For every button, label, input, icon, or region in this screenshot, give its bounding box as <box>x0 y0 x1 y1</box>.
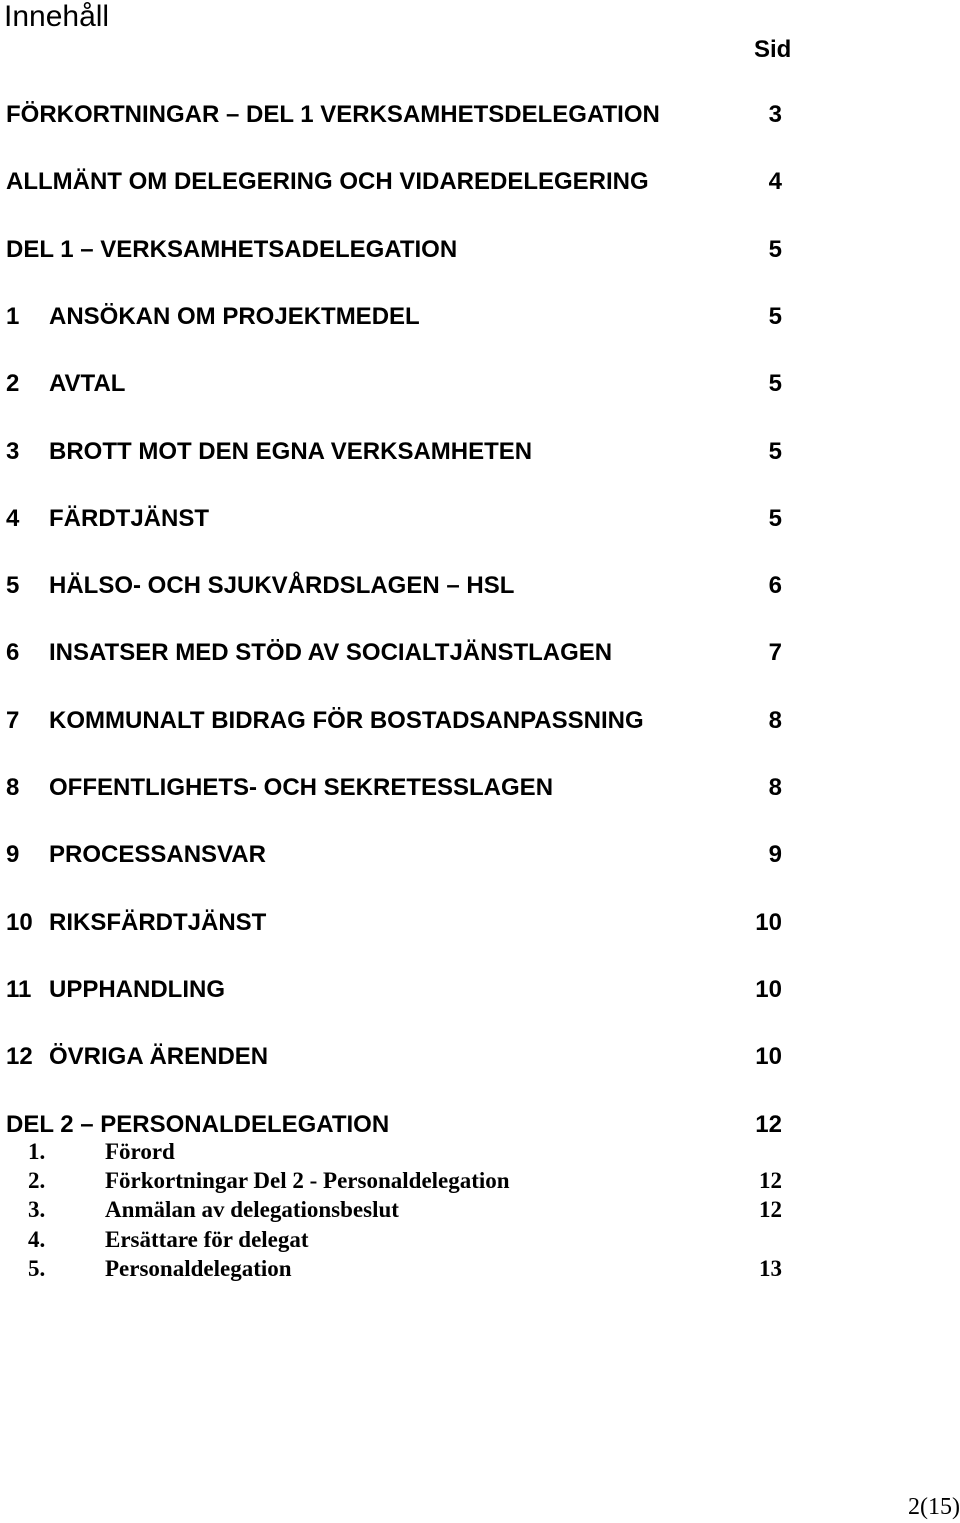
toc-entry-number: 5 <box>6 572 20 600</box>
toc-subentry[interactable] <box>0 1139 960 1167</box>
toc-entry-number: 9 <box>6 841 20 869</box>
toc-entry[interactable] <box>0 707 960 737</box>
toc-entry-label: PROCESSANSVAR <box>49 841 266 869</box>
toc-entry-page: 4 <box>768 168 782 196</box>
page-title: Innehåll <box>4 0 110 33</box>
toc-entry-page: 6 <box>768 572 782 600</box>
toc-entry-page: 12 <box>755 1110 782 1138</box>
toc-entry-label: KOMMUNALT BIDRAG FÖR BOSTADSANPASSNING <box>49 706 644 734</box>
toc-entry-label: ÖVRIGA ÄRENDEN <box>49 1043 269 1071</box>
toc-entry[interactable] <box>0 438 960 468</box>
toc-entry-label: UPPHANDLING <box>49 975 226 1003</box>
toc-subentry-page: 12 <box>759 1197 782 1223</box>
toc-subentry[interactable] <box>0 1197 960 1225</box>
toc-entry[interactable] <box>0 976 960 1006</box>
toc-entry-label: INSATSER MED STÖD AV SOCIALTJÄNSTLAGEN <box>49 639 613 667</box>
toc-entry-page: 5 <box>768 370 782 398</box>
toc-entry-page: 5 <box>768 504 782 532</box>
toc-entry-number: 11 <box>6 975 32 1003</box>
page-number-footer: 2(15) <box>908 1494 960 1520</box>
toc-entry-page: 10 <box>755 908 782 936</box>
toc-entry-label: ANSÖKAN OM PROJEKTMEDEL <box>49 302 420 330</box>
toc-subentry-label: Förord <box>105 1139 175 1164</box>
toc-entry[interactable] <box>0 841 960 871</box>
toc-entry-label: HÄLSO- OCH SJUKVÅRDSLAGEN – HSL <box>49 572 515 600</box>
toc-entry-label: OFFENTLIGHETS- OCH SEKRETESSLAGEN <box>49 774 554 801</box>
toc-entry-label: FÖRKORTNINGAR – DEL 1 VERKSAMHETSDELEGATION <box>6 101 660 128</box>
toc-entry-page: 5 <box>768 235 782 263</box>
toc-entry-number: 3 <box>6 437 20 465</box>
toc-subentry-label: Anmälan av delegationsbeslut <box>105 1197 399 1223</box>
toc-entry-page: 8 <box>768 706 782 734</box>
toc-entry-page: 10 <box>755 1043 782 1071</box>
toc-entry-number: 1 <box>6 302 20 330</box>
toc-entry-number: 2 <box>6 370 20 398</box>
toc-entry-number: 12 <box>6 1043 33 1071</box>
toc-entry-number: 8 <box>6 774 20 801</box>
toc-entry-label: ALLMÄNT OM DELEGERING OCH VIDAREDELEGERING <box>6 168 649 196</box>
page-column-label: Sid <box>754 36 792 63</box>
toc-entry-number: 7 <box>6 706 20 734</box>
toc-subentry-page: 12 <box>759 1168 782 1194</box>
toc-entry[interactable] <box>0 639 960 669</box>
toc-entry[interactable] <box>0 1043 960 1073</box>
toc-entry-label: RIKSFÄRDTJÄNST <box>49 908 267 936</box>
toc-entry-page: 9 <box>768 841 782 869</box>
toc-entry-label: BROTT MOT DEN EGNA VERKSAMHETEN <box>49 437 533 465</box>
toc-subentry[interactable] <box>0 1168 960 1196</box>
toc-entry-label: DEL 1 – VERKSAMHETSADELEGATION <box>6 235 458 263</box>
toc-entry-number: 4 <box>6 504 20 532</box>
toc-subentry-label: Ersättare för delegat <box>105 1226 309 1252</box>
toc-entry-number: 10 <box>6 908 33 936</box>
toc-subentry-label: Förkortningar Del 2 - Personaldelegation <box>105 1168 510 1194</box>
toc-subentry-number: 3. <box>28 1197 46 1223</box>
toc-entry[interactable] <box>0 303 960 333</box>
toc-entry-page: 5 <box>768 437 782 465</box>
toc-entry[interactable] <box>0 774 960 804</box>
toc-entry-page: 7 <box>768 639 782 667</box>
toc-entry[interactable] <box>0 101 960 131</box>
toc-subentry[interactable] <box>0 1256 960 1284</box>
toc-entry-label: DEL 2 – PERSONALDELEGATION <box>6 1110 390 1138</box>
toc-entry[interactable] <box>0 1111 960 1141</box>
toc-subentry[interactable] <box>0 1227 960 1255</box>
toc-entry-number: 6 <box>6 639 20 667</box>
toc-entry-page: 3 <box>768 101 782 128</box>
toc-subentry-number: 5. <box>28 1255 46 1281</box>
toc-subentry-page: 13 <box>759 1255 782 1281</box>
toc-subentry-label: Personaldelegation <box>105 1255 292 1281</box>
toc-subentry-number: 4. <box>28 1226 46 1252</box>
toc-entry-page: 5 <box>768 302 782 330</box>
toc-entry[interactable] <box>0 505 960 535</box>
toc-subentry-number: 1. <box>28 1139 46 1164</box>
toc-entry-page: 8 <box>768 774 782 801</box>
toc-entry[interactable] <box>0 909 960 939</box>
toc-entry[interactable] <box>0 168 960 198</box>
toc-entry[interactable] <box>0 572 960 602</box>
toc-entry[interactable] <box>0 236 960 266</box>
toc-entry-label: AVTAL <box>49 370 126 398</box>
toc-entry-label: FÄRDTJÄNST <box>49 504 209 532</box>
toc-entry[interactable] <box>0 370 960 400</box>
toc-entry-page: 10 <box>755 975 782 1003</box>
toc-subentry-number: 2. <box>28 1168 46 1194</box>
